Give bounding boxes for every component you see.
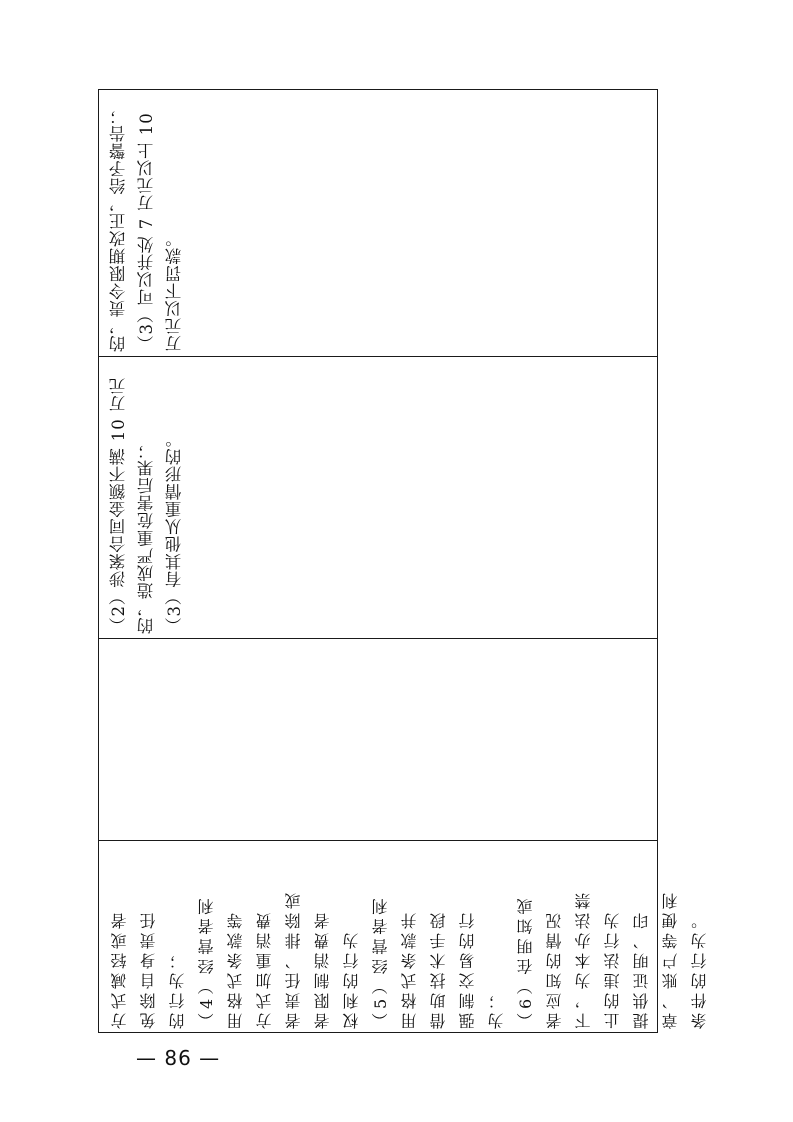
text-line: 下，为本办法禁 bbox=[574, 889, 593, 1029]
row-4-cell bbox=[99, 841, 709, 1032]
text-line: 止的违法行为 bbox=[603, 909, 622, 1029]
text-line: 者责任、排除或 bbox=[284, 889, 303, 1029]
row-2-text bbox=[105, 361, 189, 634]
text-line: 者应知的情况 bbox=[545, 909, 564, 1029]
text-line: 免除自身责任 bbox=[139, 909, 158, 1029]
text-line: 借助技术手段 bbox=[429, 909, 448, 1029]
text-line: （5）经营者利 bbox=[371, 894, 390, 1029]
text-line: 的，造成严重危害后果； bbox=[137, 441, 156, 634]
regulation-table bbox=[98, 89, 709, 1033]
text-line: 权利的行为 bbox=[342, 929, 361, 1029]
row-2-cell bbox=[99, 357, 657, 638]
text-line: （4）经营者利 bbox=[197, 894, 216, 1029]
text-line: 方式减轻或者 bbox=[110, 909, 129, 1029]
text-line: 方式加重消费 bbox=[255, 909, 274, 1029]
row-4-text bbox=[105, 844, 714, 1029]
text-line: 者限制消费者 bbox=[313, 909, 332, 1029]
text-line: 强制交易的行 bbox=[458, 909, 477, 1029]
row-1-cell bbox=[99, 90, 657, 356]
text-line: 用格式条款等 bbox=[226, 909, 245, 1029]
text-line: （3）可以并处 7 万元以上 10 bbox=[137, 112, 156, 352]
row-3-cell bbox=[99, 639, 657, 840]
text-line: 条件的行为。 bbox=[690, 909, 709, 1029]
text-line: 用格式条款并 bbox=[400, 909, 419, 1029]
table-row bbox=[99, 90, 657, 357]
text-line: （6）在明知或 bbox=[516, 894, 535, 1029]
text-line: 的行为； bbox=[168, 949, 187, 1029]
text-line: 提供证明、印 bbox=[632, 909, 651, 1029]
text-line: 为； bbox=[487, 989, 506, 1029]
text-line: 万元以下罚款。 bbox=[165, 229, 184, 352]
table-row bbox=[99, 639, 657, 841]
row-1-text bbox=[105, 94, 189, 352]
text-line: 章、账户等便利 bbox=[661, 889, 680, 1029]
text-line: 的，责令限期改正，给予警告； bbox=[109, 107, 128, 352]
text-line: （3）有其他从重情形的。 bbox=[165, 430, 184, 634]
page-number: — 86 — bbox=[136, 1046, 221, 1070]
table-row bbox=[99, 357, 657, 639]
table-row bbox=[99, 841, 709, 1032]
text-line: （2）涉案合同金额不满 10 万元 bbox=[109, 377, 128, 634]
